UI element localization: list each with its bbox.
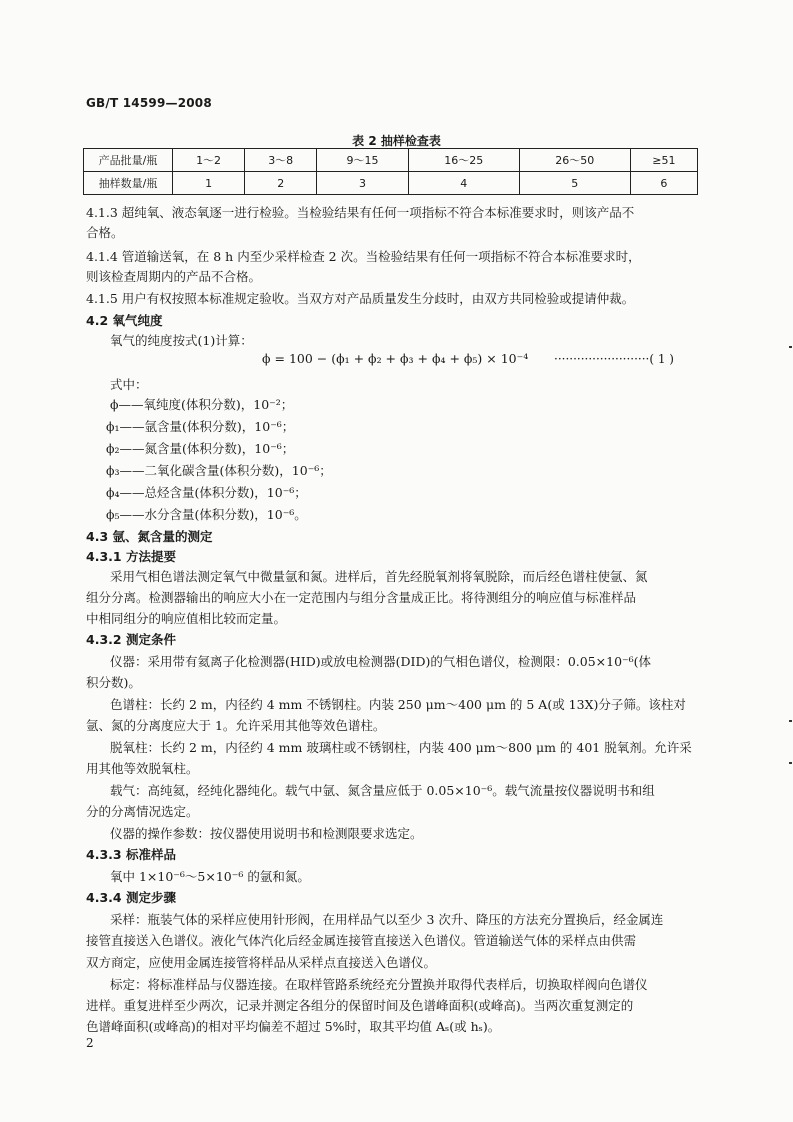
- paragraph-line: 标定：将标准样品与仪器连接。在取样管路系统经充分置换并取得代表样后，切换取样阀向色谱仪: [110, 977, 648, 992]
- subsection-heading: 4.3.3 标准样品: [86, 847, 176, 862]
- formula-intro: 氧气的纯度按式(1)计算：: [110, 333, 253, 348]
- subsection-heading: 4.3.2 测定条件: [86, 632, 176, 647]
- variable-definition: ϕ₃——二氧化碳含量(体积分数)，10⁻⁶；: [106, 463, 332, 478]
- table-cell: 26～50: [519, 149, 630, 172]
- table-row: [84, 172, 698, 195]
- table-cell: 9～15: [317, 149, 409, 172]
- formula-number: ·························( 1 ): [554, 352, 674, 366]
- table-cell: 3: [317, 172, 409, 195]
- clause-4-1-3: 4.1.3 超纯氧、液态氧逐一进行检验。当检验结果有任何一项指标不符合本标准要求时，则该产品不: [86, 205, 635, 220]
- paragraph-line: 脱氧柱：长约 2 m，内径约 4 mm 玻璃柱或不锈钢柱，内装 400 μm～800 μm 的 401 脱氧剂。允许采: [110, 740, 692, 755]
- paragraph-line: 中相同组分的响应值相比较而定量。: [86, 611, 287, 626]
- clause-4-1-4: 4.1.4 管道输送氧，在 8 h 内至少采样检查 2 次。当检验结果有任何一项指标不符合本标准要求时，: [86, 249, 641, 264]
- scan-edge-mark: [789, 346, 792, 348]
- subsection-heading: 4.3.4 测定步骤: [86, 890, 176, 905]
- paragraph-line: 分的分离情况选定。: [86, 804, 199, 819]
- paragraph-line: 用其他等效脱氧柱。: [86, 761, 199, 776]
- variable-definition: ϕ——氧纯度(体积分数)，10⁻²；: [110, 397, 294, 412]
- table-row-header: 产品批量/瓶: [84, 149, 173, 172]
- clause-4-1-5: 4.1.5 用户有权按照本标准规定验收。当双方对产品质量发生分歧时，由双方共同检验或提请仲裁。: [86, 291, 635, 306]
- section-heading-4-3: 4.3 氩、氮含量的测定: [86, 529, 213, 544]
- table-caption: 表 2 抽样检查表: [352, 134, 441, 148]
- paragraph-line: 积分数)。: [86, 675, 141, 690]
- table-cell: 16～25: [408, 149, 519, 172]
- paragraph-line: 色谱峰面积(或峰高)的相对平均偏差不超过 5%时，取其平均值 Aₛ(或 hₛ)。: [86, 1019, 501, 1034]
- scan-edge-mark: [789, 762, 792, 764]
- paragraph-line: 氩、氮的分离度应大于 1。允许采用其他等效色谱柱。: [86, 718, 386, 733]
- paragraph-line: 仪器的操作参数：按仪器使用说明书和检测限要求选定。: [110, 826, 423, 841]
- table-cell: 1: [173, 172, 245, 195]
- variable-definition: ϕ₅——水分含量(体积分数)，10⁻⁶。: [106, 507, 307, 522]
- paragraph-line: 接管直接送入色谱仪。液化气体汽化后经金属连接管直接送入色谱仪。管道输送气体的采样点由供需: [86, 933, 637, 948]
- paragraph-line: 进样。重复进样至少两次，记录并测定各组分的保留时间及色谱峰面积(或峰高)。当两次重复测定的: [86, 998, 634, 1013]
- standard-number-header: GB/T 14599—2008: [86, 96, 212, 110]
- paragraph-line: 组分分离。检测器输出的响应大小在一定范围内与组分含量成正比。将待测组分的响应值与标准样品: [86, 590, 637, 605]
- table-cell: 2: [245, 172, 317, 195]
- paragraph-line: 采用气相色谱法测定氧气中微量氩和氮。进样后，首先经脱氧剂将氧脱除，而后经色谱柱使氩、氮: [110, 569, 648, 584]
- table-cell: ≥51: [630, 149, 697, 172]
- section-heading-4-2: 4.2 氧气纯度: [86, 313, 163, 328]
- paragraph-line: 采样：瓶装气体的采样应使用针形阀，在用样品气以至少 3 次升、降压的方法充分置换后，经金属连: [110, 912, 664, 927]
- page-number: 2: [86, 1036, 94, 1050]
- paragraph-line: 氧中 1×10⁻⁶～5×10⁻⁶ 的氩和氮。: [110, 869, 310, 884]
- table-cell: 1～2: [173, 149, 245, 172]
- subsection-heading: 4.3.1 方法提要: [86, 549, 176, 564]
- paragraph-line: 仪器：采用带有氦离子化检测器(HID)或放电检测器(DID)的气相色谱仪，检测限：0.05×10⁻⁶(体: [110, 654, 652, 669]
- variable-definition: ϕ₁——氩含量(体积分数)，10⁻⁶；: [106, 419, 295, 434]
- scan-edge-mark: [789, 720, 792, 722]
- where-label: 式中：: [110, 377, 148, 392]
- variable-definition: ϕ₄——总烃含量(体积分数)，10⁻⁶；: [106, 485, 307, 500]
- sampling-table: [83, 148, 698, 195]
- clause-4-1-4-cont: 则该检查周期内的产品不合格。: [86, 269, 262, 284]
- table-row-header: 抽样数量/瓶: [84, 172, 173, 195]
- paragraph-line: 载气：高纯氦，经纯化器纯化。载气中氩、氮含量应低于 0.05×10⁻⁶。载气流量按仪器说明书和组: [110, 783, 655, 798]
- paragraph-line: 双方商定，应使用金属连接管将样品从采样点直接送入色谱仪。: [86, 955, 437, 970]
- table-cell: 4: [408, 172, 519, 195]
- table-cell: 5: [519, 172, 630, 195]
- table-cell: 6: [630, 172, 697, 195]
- purity-formula: ϕ = 100 − (ϕ₁ + ϕ₂ + ϕ₃ + ϕ₄ + ϕ₅) × 10⁻⁴: [262, 351, 529, 366]
- clause-4-1-3-cont: 合格。: [86, 225, 124, 240]
- variable-definition: ϕ₂——氮含量(体积分数)，10⁻⁶；: [106, 441, 295, 456]
- paragraph-line: 色谱柱：长约 2 m，内径约 4 mm 不锈钢柱。内装 250 μm～400 μm 的 5 A(或 13X)分子筛。该柱对: [110, 697, 686, 712]
- table-row: [84, 149, 698, 172]
- table-cell: 3～8: [245, 149, 317, 172]
